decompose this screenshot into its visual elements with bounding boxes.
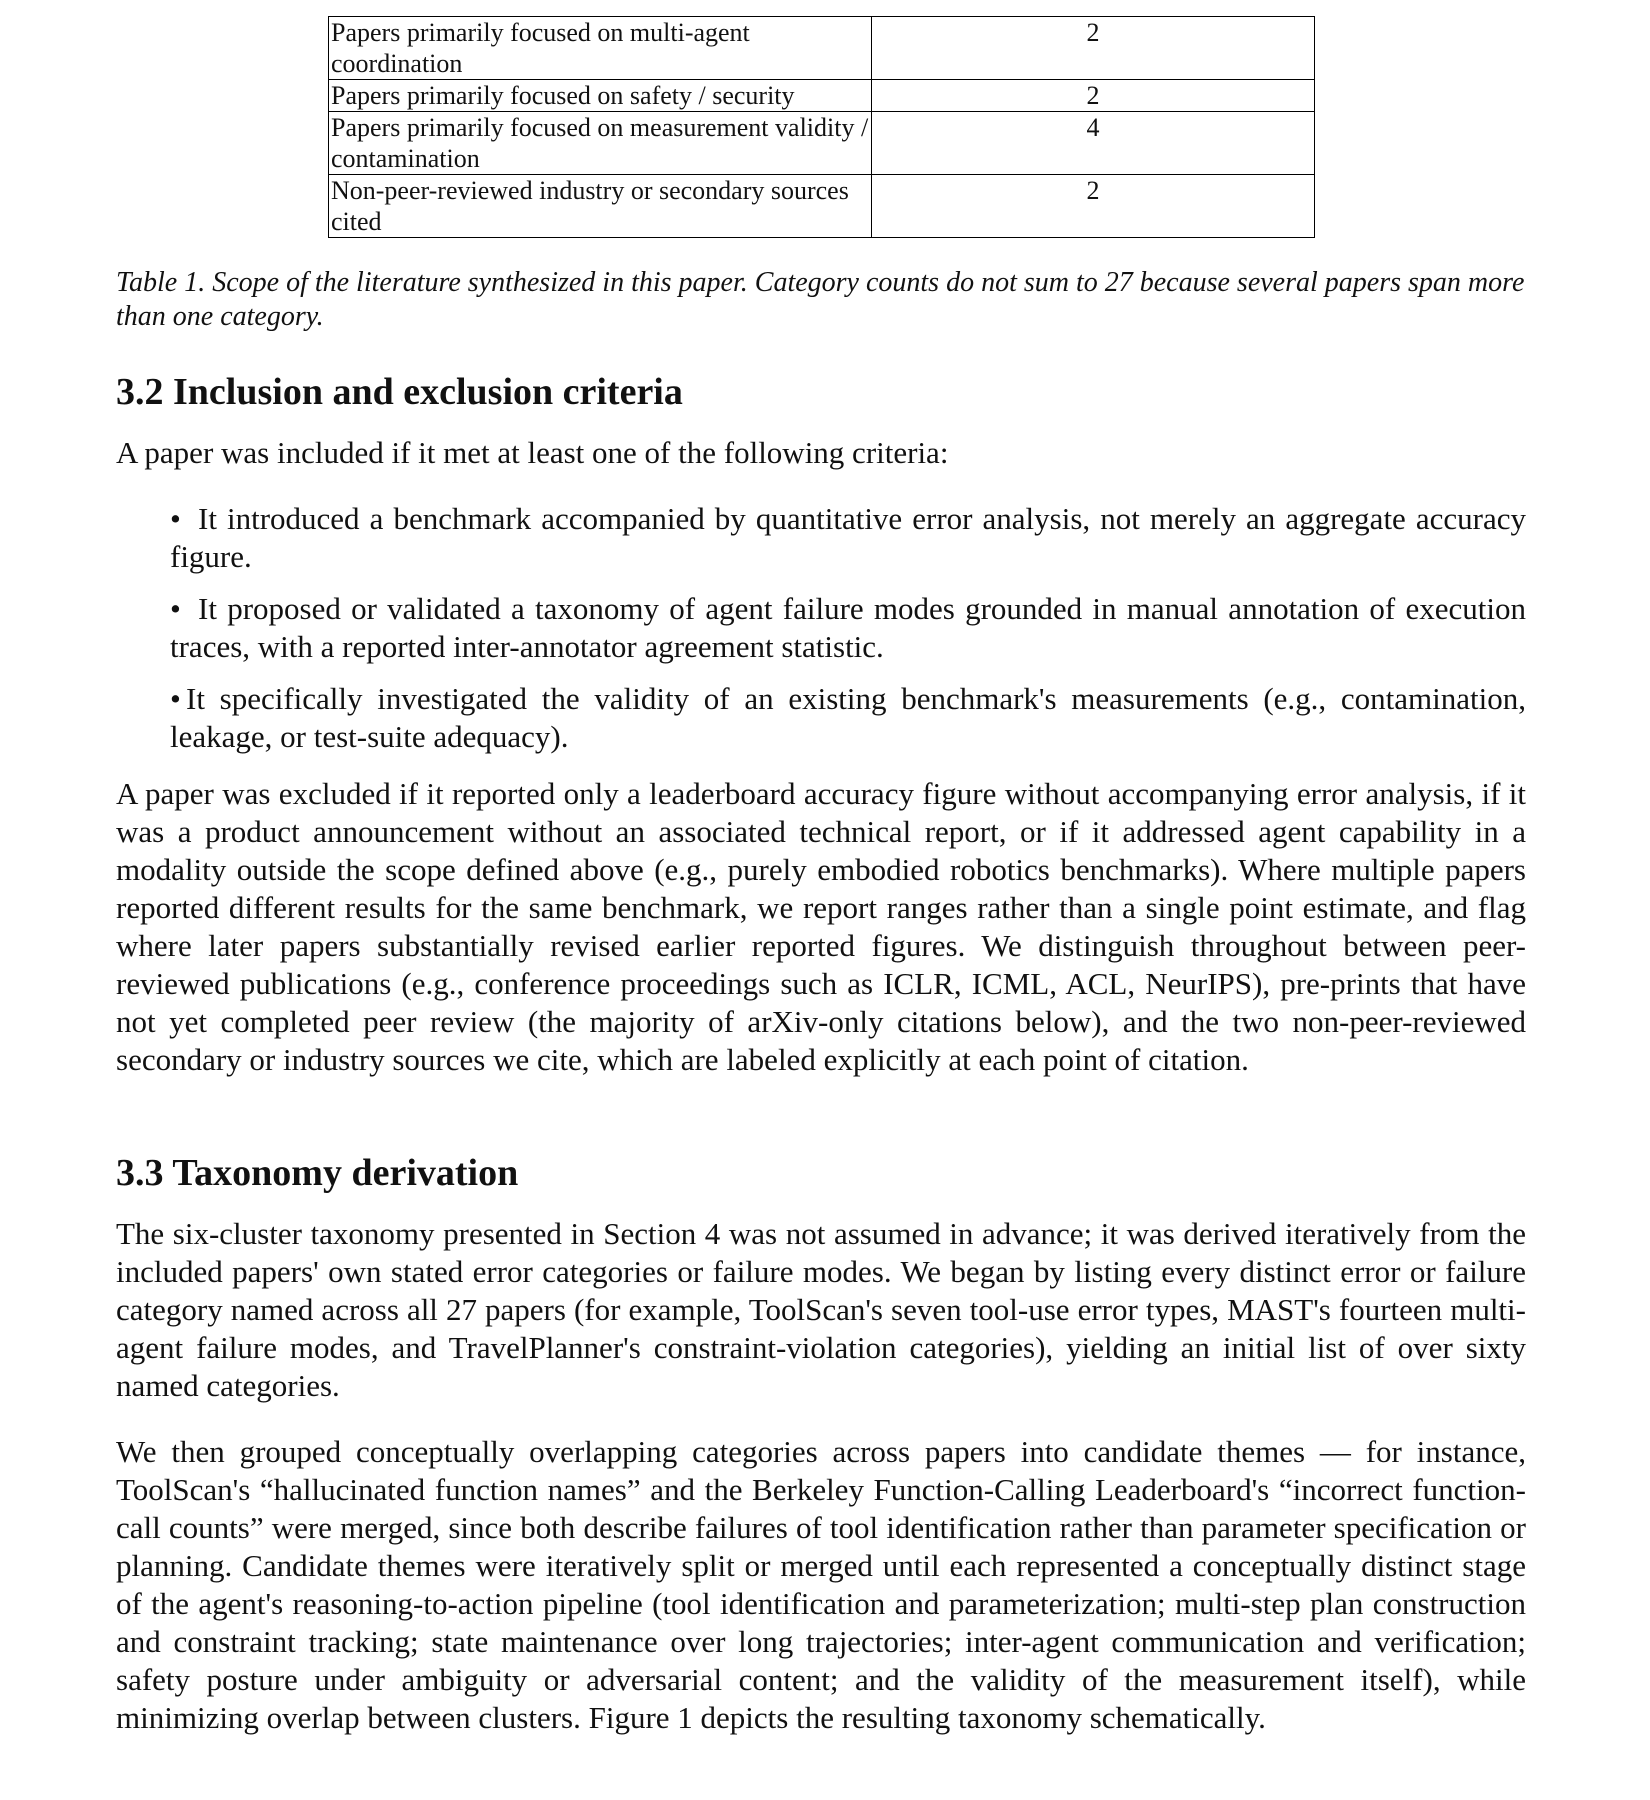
taxonomy-paragraph-1: The six-cluster taxonomy presented in Section 4 was not assumed in advance; it was derived iteratively from the included papers' own stated error categories or failure modes. We began by listing every distinct error or failure category named across all 27 papers (for example, ToolScan's seven tool-use error types, MAST's fourteen multi-agent failure modes, and TravelPlanner's constraint-violation categories), yielding an initial list of over sixty named categories. bbox=[116, 1216, 1526, 1403]
bullet-marker: • bbox=[170, 501, 181, 536]
table-row bbox=[329, 112, 1315, 175]
table-cell-count: 4 bbox=[872, 112, 1315, 175]
table-cell-count: 2 bbox=[872, 175, 1315, 238]
section-heading-3-2: 3.2 Inclusion and exclusion criteria bbox=[116, 371, 683, 413]
table-row bbox=[329, 17, 1315, 80]
table-cell-category: Papers primarily focused on measurement validity / contamination bbox=[329, 112, 872, 175]
inclusion-intro: A paper was included if it met at least one of the following criteria: bbox=[116, 435, 949, 470]
criterion-text: It proposed or validated a taxonomy of agent failure modes grounded in manual annotation of execution traces, with a reported inter-annotator agreement statistic. bbox=[170, 591, 1526, 664]
exclusion-paragraph: A paper was excluded if it reported only a leaderboard accuracy figure without accompanying error analysis, if it was a product announcement without an associated technical report, or if it addressed agent capability in a modality outside the scope defined above (e.g., purely embodied robotics benchmarks). Where multiple papers reported different results for the same benchmark, we report ranges rather than a single point estimate, and flag where later papers substantially revised earlier reported figures. We distinguish throughout between peer-reviewed publications (e.g., conference proceedings such as ICLR, ICML, ACL, NeurIPS), pre-prints that have not yet completed peer review (the majority of arXiv-only citations below), and the two non-peer-reviewed secondary or industry sources we cite, which are labeled explicitly at each point of citation. bbox=[116, 776, 1526, 1077]
table-cell-count: 2 bbox=[872, 17, 1315, 80]
criterion-text: It specifically investigated the validity of an existing benchmark's measurements (e.g., contamination, leakage, or test-suite adequacy). bbox=[170, 681, 1526, 754]
section-heading-3-3: 3.3 Taxonomy derivation bbox=[116, 1152, 519, 1194]
bullet-marker: • bbox=[170, 591, 181, 626]
scope-table bbox=[328, 16, 1315, 238]
table-caption: Table 1. Scope of the literature synthesized in this paper. Category counts do not sum to 27 because several papers span more than one category. bbox=[116, 267, 1525, 332]
table-cell-category: Non-peer-reviewed industry or secondary sources cited bbox=[329, 175, 872, 238]
criterion-text: It introduced a benchmark accompanied by quantitative error analysis, not merely an aggregate accuracy figure. bbox=[170, 501, 1526, 574]
list-item bbox=[170, 680, 1526, 756]
table-cell-count: 2 bbox=[872, 80, 1315, 112]
list-item bbox=[170, 500, 1526, 576]
table-cell-category: Papers primarily focused on safety / security bbox=[329, 80, 872, 112]
table-row bbox=[329, 80, 1315, 112]
bullet-marker: • bbox=[170, 681, 181, 716]
taxonomy-paragraph-2: We then grouped conceptually overlapping categories across papers into candidate themes — for instance, ToolScan's “hallucinated function names” and the Berkeley Function-Calling Leaderboard's “incorrect function-call counts” were merged, since both describe failures of tool identification rather than parameter specification or planning. Candidate themes were iteratively split or merged until each represented a conceptually distinct stage of the agent's reasoning-to-action pipeline (tool identification and parameterization; multi-step plan construction and constraint tracking; state maintenance over long trajectories; inter-agent communication and verification; safety posture under ambiguity or adversarial content; and the validity of the measurement itself), while minimizing overlap between clusters. Figure 1 depicts the resulting taxonomy schematically. bbox=[116, 1434, 1526, 1735]
table-row bbox=[329, 175, 1315, 238]
table-cell-category: Papers primarily focused on multi-agent coordination bbox=[329, 17, 872, 80]
list-item bbox=[170, 590, 1526, 666]
criteria-list bbox=[170, 500, 1526, 756]
